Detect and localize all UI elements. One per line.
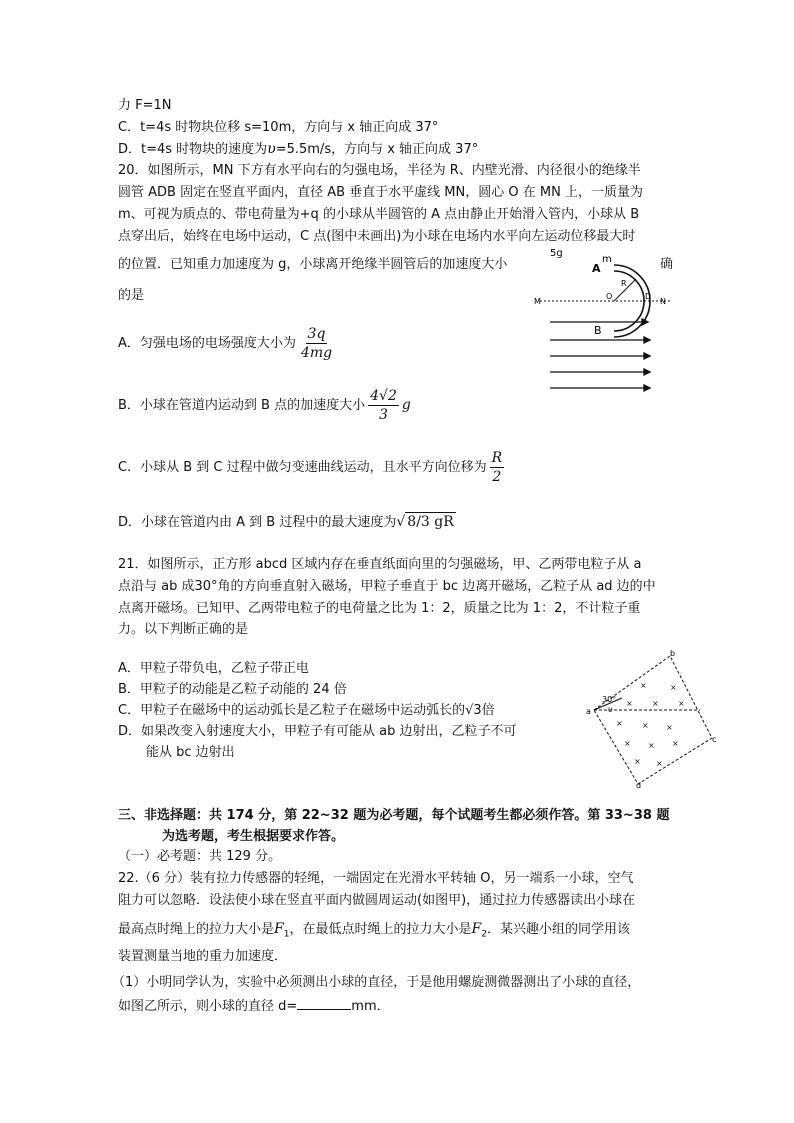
answer-blank [297,996,351,1010]
q20-line-5-end: 确 [660,257,674,272]
fig-label-d: D [645,292,652,301]
svg-text:×: × [648,741,655,750]
section-3-line-2: 为选考题，考生根据要求作答。 [162,829,345,844]
fig-label-b: B [594,324,602,337]
svg-text:×: × [626,699,633,708]
svg-text:×: × [672,739,679,748]
q21-option-c: C．甲粒子在磁场中的运动弧长是乙粒子在磁场中运动弧长的√3倍 [118,703,495,718]
q22-line-3: 最高点时绳上的拉力大小是$F_1$，在最低点时绳上的拉力大小是$F_2$．某兴趣小组的同学用该 [118,921,630,940]
q21-option-d: D．如果改变入射速度大小，甲粒子有可能从 ab 边射出，乙粒子不可 [118,724,517,739]
fig-label-b: b [670,649,676,658]
option-d: D．t=4s 时物块的速度为υ=5.5m/s，方向与 x 轴正向成 37° [118,141,479,157]
fig-label-angle: 30° [602,695,617,704]
section-3-line-1: 三、非选择题：共 174 分，第 22~32 题为必考题，每个试题考生都必须作答。第 33~38 题 [118,808,670,823]
q22-line-2: 阻力可以忽略．设法使小球在竖直平面内做圆周运动(如图甲)，通过拉力传感器读出小球在 [118,893,636,908]
q20-option-c: C．小球从 B 到 C 过程中做匀变速曲线运动，且水平方向位移为 $\frac{R}{2}$ [118,450,503,485]
section-3-line-3: （一）必考题：共 129 分。 [118,849,282,864]
svg-text:×: × [642,721,649,730]
text-line: 力 F=1N [118,98,172,113]
q21-line-3: 点离开磁场。已知甲、乙两带电粒子的电荷量之比为 1：2，质量之比为 1：2，不计粒子重 [118,601,641,616]
q21-line-2: 点沿与 ab 成30°角的方向垂直射入磁场，甲粒子垂直于 bc 边离开磁场，乙粒子从 ad 边的中 [118,579,656,594]
svg-text:×: × [666,723,673,732]
svg-text:×: × [624,739,631,748]
fig-label-5g: 5g [550,248,563,259]
q21-option-a: A．甲粒子带负电，乙粒子带正电 [118,661,309,676]
svg-text:×: × [616,719,623,728]
svg-text:×: × [656,759,663,768]
fig-label-c: c [712,735,717,744]
svg-text:×: × [640,681,647,690]
q20-line-5: 的位置．已知重力加速度为 g，小球离开绝缘半圆管后的加速度大小 [118,257,508,272]
q21-line-1: 21．如图所示，正方形 abcd 区域内存在垂直纸面向里的匀强磁场，甲、乙两带电粒子从 a [118,557,642,572]
q20-option-d: D．小球在管道内由 A 到 B 过程中的最大速度为√ 8/3 gR [118,514,454,530]
q20-line-6: 的是 [118,288,145,303]
fig-label-d: d [636,781,642,788]
fig-label-n: N [660,297,666,306]
q21-option-b: B．甲粒子的动能是乙粒子动能的 24 倍 [118,682,347,697]
q20-figure [532,244,682,394]
q21-line-4: 力。以下判断正确的是 [118,622,249,637]
fig-label-a: a [586,707,591,716]
q21-figure [582,648,722,788]
q22-line-4: 装置测量当地的重力加速度． [118,949,288,964]
q20-line-2: 圆管 ADB 固定在竖直平面内，直径 AB 垂直于水平虚线 MN，圆心 O 在 MN 上，一质量为 [118,185,643,200]
q20-line-1: 20．如图所示，MN 下方有水平向右的匀强电场，半径为 R、内壁光滑、内径很小的绝缘半 [118,163,641,178]
fig-label-a: A [592,262,601,275]
q22-line-6: 如图乙所示，则小球的直径 d= mm． [118,996,390,1016]
fig-label-o: O [606,292,613,301]
fig-label-m2: M [534,297,541,306]
q20-option-a: A．匀强电场的电场强度大小为 $\frac{3q}{4mg}$ [118,326,333,361]
svg-text:×: × [670,683,677,692]
q20-option-b: B．小球在管道内运动到 B 点的加速度大小 $\frac{4√2}{3}$ g [118,388,411,423]
fig-label-v: υ [608,705,613,714]
q22-line-1: 22.（6 分）装有拉力传感器的轻绳，一端固定在光滑水平转轴 O，另一端系一小球，空气 [118,871,634,886]
q21-option-d-cont: 能从 bc 边射出 [146,745,235,760]
fig-label-m: m [602,254,612,265]
fig-label-r: R [621,279,627,288]
option-c: C．t=4s 时物块位移 s=10m，方向与 x 轴正向成 37° [118,120,439,135]
q20-line-3: m、可视为质点的、带电荷量为+q 的小球从半圆管的 A 点由静止开始滑入管内，小球从 B [118,207,640,222]
q22-line-5: （1）小明同学认为，实验中必须测出小球的直径，于是他用螺旋测微器测出了小球的直径， [112,975,641,990]
svg-text:×: × [634,757,641,766]
svg-text:×: × [678,699,685,708]
q20-line-4: 点穿出后，始终在电场中运动，C 点(图中未画出)为小球在电场内水平向左运动位移最大时 [118,229,636,244]
svg-text:×: × [652,699,659,708]
